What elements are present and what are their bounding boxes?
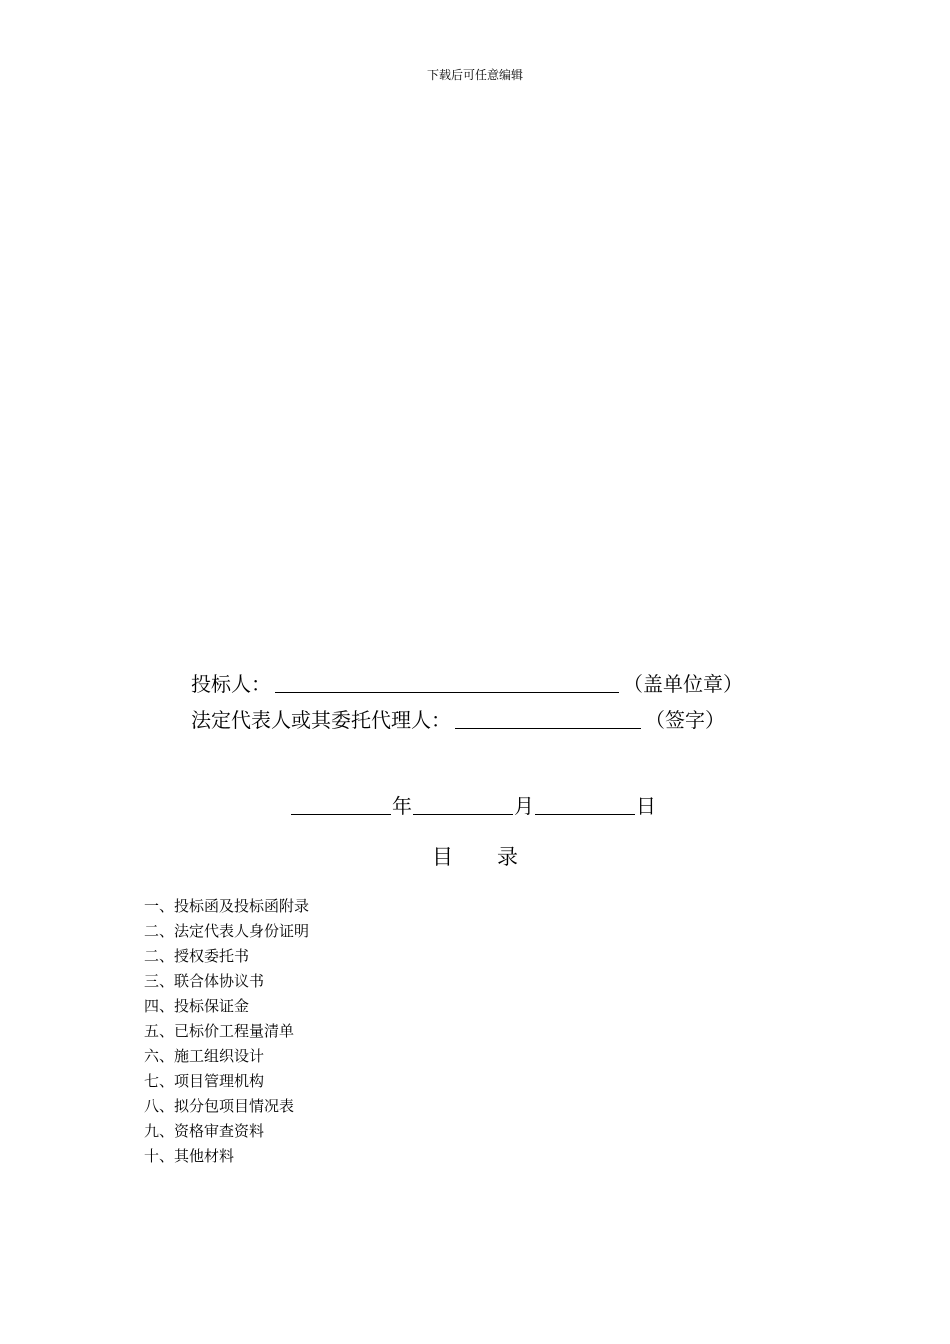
toc-item: 七、项目管理机构 bbox=[144, 1072, 265, 1090]
bidder-seal-note: （盖单位章） bbox=[623, 672, 743, 696]
date-line bbox=[291, 792, 657, 820]
month-blank bbox=[413, 792, 513, 815]
header-note: 下载后可任意编辑 bbox=[426, 68, 523, 82]
representative-blank bbox=[455, 706, 641, 729]
year-unit: 年 bbox=[392, 794, 412, 818]
month-unit: 月 bbox=[514, 794, 534, 818]
toc-item: 二、授权委托书 bbox=[144, 947, 250, 965]
toc-item: 四、投标保证金 bbox=[144, 997, 250, 1015]
toc-list bbox=[144, 894, 309, 1169]
toc-item: 二、法定代表人身份证明 bbox=[144, 922, 310, 940]
representative-label: 法定代表人或其委托代理人： bbox=[191, 708, 451, 732]
toc-title: 目录 bbox=[432, 845, 562, 869]
toc-item: 九、资格审查资料 bbox=[144, 1122, 265, 1140]
toc-item: 八、拟分包项目情况表 bbox=[144, 1097, 295, 1115]
bidder-blank bbox=[275, 670, 619, 693]
bidder-label: 投标人： bbox=[191, 672, 271, 696]
toc-item: 六、施工组织设计 bbox=[144, 1047, 265, 1065]
toc-item: 五、已标价工程量清单 bbox=[144, 1022, 295, 1040]
representative-sign-note: （签字） bbox=[645, 708, 725, 732]
bidder-signature-line bbox=[191, 670, 743, 698]
day-blank bbox=[535, 792, 635, 815]
year-blank bbox=[291, 792, 391, 815]
toc-item: 十、其他材料 bbox=[144, 1147, 235, 1165]
day-unit: 日 bbox=[636, 794, 656, 818]
toc-item: 三、联合体协议书 bbox=[144, 972, 265, 990]
representative-signature-line bbox=[191, 706, 725, 734]
toc-item: 一、投标函及投标函附录 bbox=[144, 897, 310, 915]
